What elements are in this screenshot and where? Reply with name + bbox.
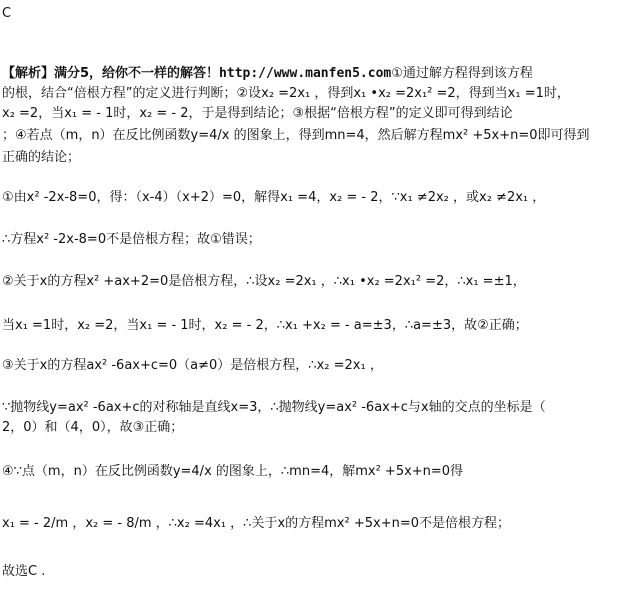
solution-line-0: ①由x² -2x-8=0，得：（x-4）（x+2）=0，解得x₁ =4，x₂ = - 2，∵x₁ ≠2x₂ ，或x₂ ≠2x₁ ，: [2, 190, 546, 205]
solution-line-9: 故选C .: [2, 564, 46, 579]
site-link[interactable]: http://www.manfen5.com: [219, 66, 392, 81]
analysis-line-0: ①通过解方程得到该方程: [391, 66, 533, 81]
analysis-line-1: 的根，结合“倍根方程”的定义进行判断；②设x₂ =2x₁ ，得到x₁ •x₂ =2x₁² =2，得到当x₁ =1时，: [2, 86, 570, 101]
analysis-line-2: x₂ =2，当x₁ = - 1时，x₂ = - 2，于是得到结论；③根据“倍根方程”的定义即可得到结论: [2, 106, 513, 121]
solution-line-7: ④∵点（m，n）在反比例函数y=4/x 的图象上，∴mn=4，解mx² +5x+n=0得: [2, 464, 464, 479]
solution-line-3: 当x₁ =1时，x₂ =2，当x₁ = - 1时，x₂ = - 2，∴x₁ +x₂ = - a=±3，∴a=±3，故②正确；: [2, 318, 528, 333]
solution-line-4: ③关于x的方程ax² -6ax+c=0（a≠0）是倍根方程，∴x₂ =2x₁ ，: [2, 358, 383, 373]
solution-line-2: ②关于x的方程x² +ax+2=0是倍根方程，∴设x₂ =2x₁ ，∴x₁ •x₂ =2x₁² =2，∴x₁ =±1，: [2, 274, 526, 289]
analysis-line-4: 正确的结论；: [2, 150, 81, 165]
solution-line-5: ∵抛物线y=ax² -6ax+c的对称轴是直线x=3，∴抛物线y=ax² -6ax+c与x轴的交点的坐标是（: [2, 400, 546, 415]
answer-line: C: [2, 6, 12, 21]
solution-line-8: x₁ = - 2/m ，x₂ = - 8/m ，∴x₂ =4x₁ ，∴关于x的方程mx² +5x+n=0不是倍根方程；: [2, 516, 510, 531]
analysis-line-3: ；④若点（m，n）在反比例函数y=4/x 的图象上，得到mn=4，然后解方程mx² +5x+n=0即可得到: [2, 128, 590, 143]
analysis-header: 【解析】满分5，给你不一样的解答！: [2, 66, 220, 81]
solution-line-1: ∴方程x² -2x-8=0不是倍根方程；故①错误；: [2, 232, 261, 247]
analysis-header-line: [2, 66, 533, 81]
solution-line-6: 2，0）和（4，0），故③正确；: [2, 420, 184, 435]
